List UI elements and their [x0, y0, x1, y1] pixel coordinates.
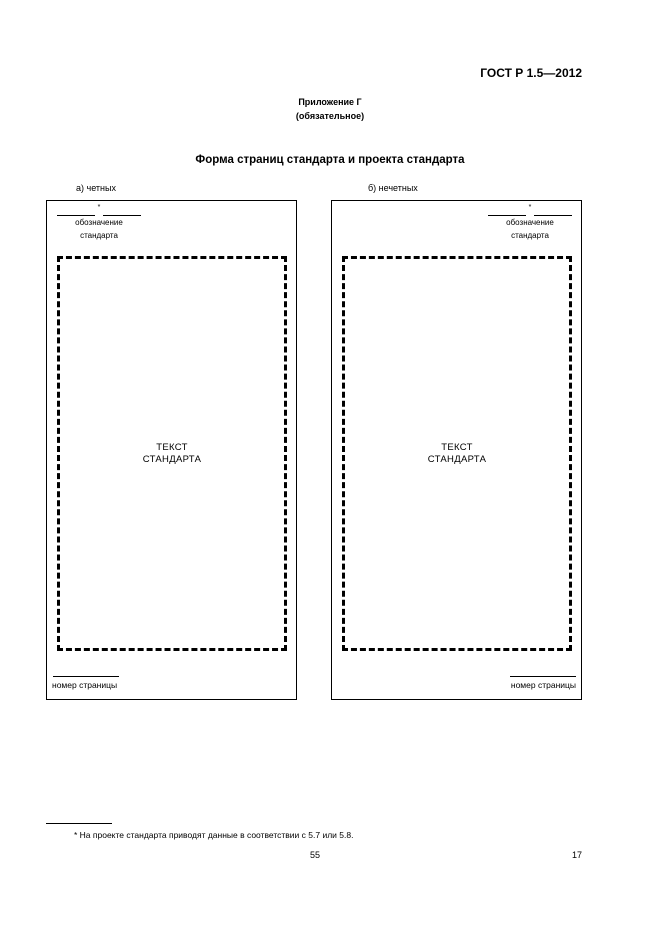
- text-area-label-1: ТЕКСТ: [156, 441, 188, 453]
- figure-title: Форма страниц стандарта и проекта стандарта: [195, 154, 465, 166]
- standard-code-header: ГОСТ Р 1.5—2012: [480, 66, 582, 80]
- footnote-rule: [46, 823, 112, 824]
- even-page-frame: [46, 200, 297, 700]
- appendix-status: (обязательное): [295, 111, 365, 121]
- left-page-number-label: номер страницы: [52, 680, 118, 690]
- odd-page-frame: [331, 200, 582, 700]
- text-area-label-2: СТАНДАРТА: [427, 453, 487, 465]
- designation-line: [480, 204, 580, 216]
- left-panel-label: а) четных: [76, 183, 116, 193]
- right-designation: [480, 204, 580, 242]
- left-page-number-line: [53, 676, 119, 677]
- left-designation: [49, 204, 149, 242]
- footnote-text: * На проекте стандарта приводят данные в соответствии с 5.7 или 5.8.: [74, 830, 354, 840]
- page-number-center: 55: [309, 850, 320, 860]
- page-number-right: 17: [571, 850, 582, 860]
- right-page-number-label: номер страницы: [510, 680, 576, 690]
- designation-label-2: стандарта: [80, 231, 118, 240]
- designation-line: [49, 204, 149, 216]
- designation-star: *: [528, 204, 532, 211]
- designation-star: *: [97, 204, 101, 211]
- right-panel-label: б) нечетных: [368, 183, 418, 193]
- right-text-area: [342, 256, 572, 651]
- left-text-area: [57, 256, 287, 651]
- appendix-heading: [200, 95, 460, 123]
- designation-label: обозначение: [75, 218, 123, 227]
- designation-label: обозначение: [506, 218, 554, 227]
- right-page-number-line: [510, 676, 576, 677]
- appendix-title: Приложение Г: [298, 97, 362, 107]
- designation-label-2: стандарта: [511, 231, 549, 240]
- text-area-label-2: СТАНДАРТА: [142, 453, 202, 465]
- text-area-label-1: ТЕКСТ: [441, 441, 473, 453]
